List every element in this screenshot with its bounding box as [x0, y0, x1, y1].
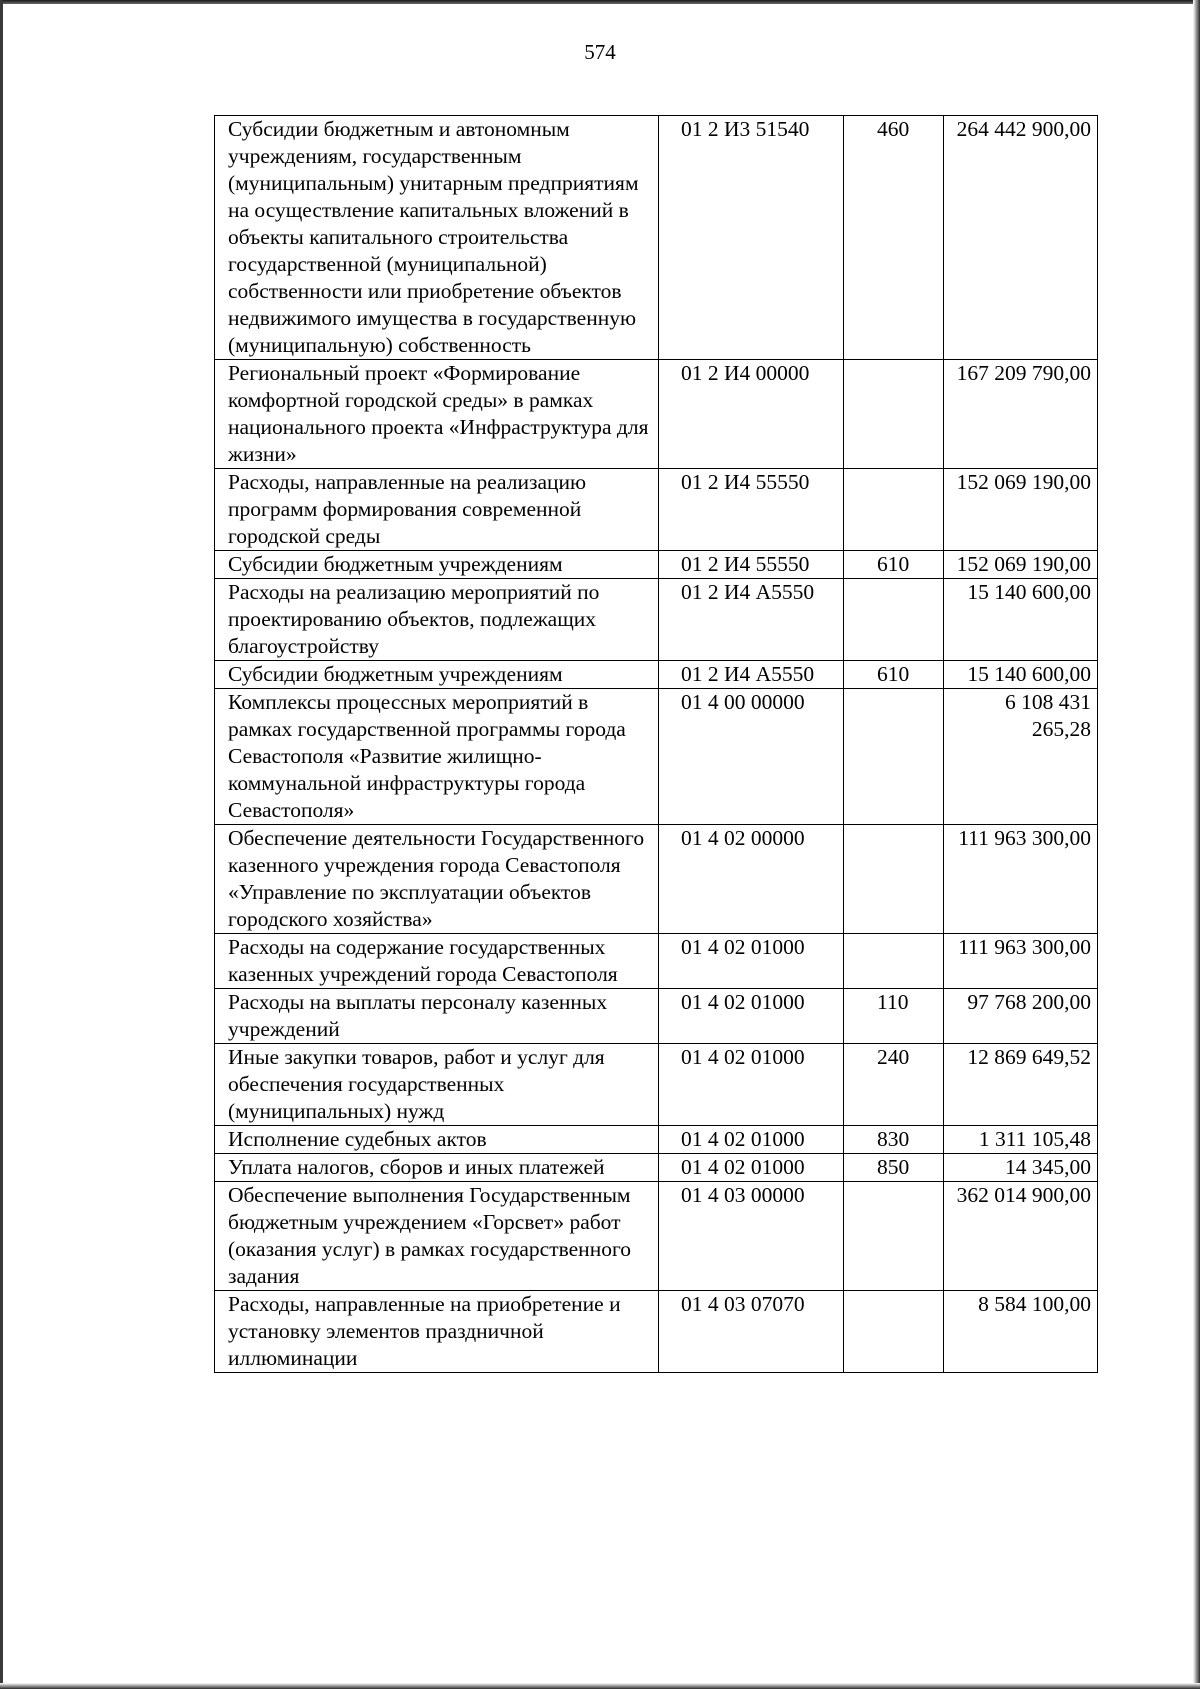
table-row — [215, 1126, 1098, 1154]
row-name: Субсидии бюджетным и автономным учреждениям, государственным (муниципальным) унитарным предприятиям на осуществление капитальных вложений в объекты капитального строительства государственной (муниципальной) собственности или приобретение объектов недвижимого имущества в государственную (муниципальную) собственность — [215, 116, 659, 360]
row-type — [844, 469, 944, 551]
row-sum: 97 768 200,00 — [944, 989, 1098, 1044]
row-sum: 362 014 900,00 — [944, 1182, 1098, 1291]
row-code: 01 4 02 01000 — [659, 934, 844, 989]
table-row — [215, 551, 1098, 579]
row-type — [844, 360, 944, 469]
table-row — [215, 661, 1098, 689]
row-name: Расходы, направленные на реализацию программ формирования современной городской среды — [215, 469, 659, 551]
row-type: 460 — [844, 116, 944, 360]
scan-edge-right — [1193, 0, 1200, 1689]
row-name: Комплексы процессных мероприятий в рамках государственной программы города Севастополя «Развитие жилищно-коммунальной инфраструктуры города Севастополя» — [215, 689, 659, 825]
row-name: Обеспечение выполнения Государственным бюджетным учреждением «Горсвет» работ (оказания услуг) в рамках государственного задания — [215, 1182, 659, 1291]
row-code: 01 2 И3 51540 — [659, 116, 844, 360]
row-code: 01 4 02 00000 — [659, 825, 844, 934]
row-sum: 264 442 900,00 — [944, 116, 1098, 360]
row-type — [844, 689, 944, 825]
table-row — [215, 934, 1098, 989]
row-type: 240 — [844, 1044, 944, 1126]
scan-edge-left — [0, 0, 3, 1689]
row-sum: 12 869 649,52 — [944, 1044, 1098, 1126]
table-row — [215, 1044, 1098, 1126]
row-code: 01 4 02 01000 — [659, 1126, 844, 1154]
row-code: 01 4 03 00000 — [659, 1182, 844, 1291]
table-row — [215, 579, 1098, 661]
row-name: Обеспечение деятельности Государственного казенного учреждения города Севастополя «Управление по эксплуатации объектов городского хозяйства» — [215, 825, 659, 934]
row-sum: 167 209 790,00 — [944, 360, 1098, 469]
row-name: Субсидии бюджетным учреждениям — [215, 551, 659, 579]
row-type — [844, 579, 944, 661]
table-row — [215, 1291, 1098, 1373]
row-sum: 15 140 600,00 — [944, 579, 1098, 661]
row-code: 01 4 03 07070 — [659, 1291, 844, 1373]
scan-edge-bottom — [0, 1683, 1200, 1689]
row-type: 850 — [844, 1154, 944, 1182]
row-code: 01 4 02 01000 — [659, 1154, 844, 1182]
table-row — [215, 360, 1098, 469]
row-name: Иные закупки товаров, работ и услуг для обеспечения государственных (муниципальных) нужд — [215, 1044, 659, 1126]
row-type — [844, 825, 944, 934]
table-row — [215, 825, 1098, 934]
row-name: Исполнение судебных актов — [215, 1126, 659, 1154]
budget-table-body — [215, 116, 1098, 1373]
row-sum: 14 345,00 — [944, 1154, 1098, 1182]
row-type — [844, 1182, 944, 1291]
row-type: 110 — [844, 989, 944, 1044]
row-type — [844, 1291, 944, 1373]
page-number: 574 — [584, 40, 616, 64]
row-name: Расходы, направленные на приобретение и установку элементов праздничной иллюминации — [215, 1291, 659, 1373]
row-code: 01 2 И4 А5550 — [659, 661, 844, 689]
row-sum: 111 963 300,00 — [944, 934, 1098, 989]
row-name: Расходы на выплаты персоналу казенных учреждений — [215, 989, 659, 1044]
row-type: 610 — [844, 551, 944, 579]
row-name: Уплата налогов, сборов и иных платежей — [215, 1154, 659, 1182]
row-code: 01 2 И4 00000 — [659, 360, 844, 469]
row-code: 01 4 02 01000 — [659, 989, 844, 1044]
row-sum: 152 069 190,00 — [944, 469, 1098, 551]
row-sum: 1 311 105,48 — [944, 1126, 1098, 1154]
table-row — [215, 689, 1098, 825]
row-sum: 111 963 300,00 — [944, 825, 1098, 934]
table-row — [215, 116, 1098, 360]
budget-table — [214, 115, 1098, 1373]
row-type: 610 — [844, 661, 944, 689]
row-name: Расходы на реализацию мероприятий по проектированию объектов, подлежащих благоустройству — [215, 579, 659, 661]
table-row — [215, 989, 1098, 1044]
table-row — [215, 1182, 1098, 1291]
row-code: 01 4 02 01000 — [659, 1044, 844, 1126]
row-type — [844, 934, 944, 989]
row-sum: 152 069 190,00 — [944, 551, 1098, 579]
table-row — [215, 469, 1098, 551]
scan-edge-top — [0, 0, 1200, 4]
row-name: Региональный проект «Формирование комфортной городской среды» в рамках национального проекта «Инфраструктура для жизни» — [215, 360, 659, 469]
row-name: Расходы на содержание государственных казенных учреждений города Севастополя — [215, 934, 659, 989]
row-sum: 6 108 431 265,28 — [944, 689, 1098, 825]
row-code: 01 2 И4 55550 — [659, 551, 844, 579]
row-sum: 15 140 600,00 — [944, 661, 1098, 689]
row-code: 01 2 И4 55550 — [659, 469, 844, 551]
table-row — [215, 1154, 1098, 1182]
row-code: 01 4 00 00000 — [659, 689, 844, 825]
row-sum: 8 584 100,00 — [944, 1291, 1098, 1373]
row-name: Субсидии бюджетным учреждениям — [215, 661, 659, 689]
row-type: 830 — [844, 1126, 944, 1154]
row-code: 01 2 И4 А5550 — [659, 579, 844, 661]
